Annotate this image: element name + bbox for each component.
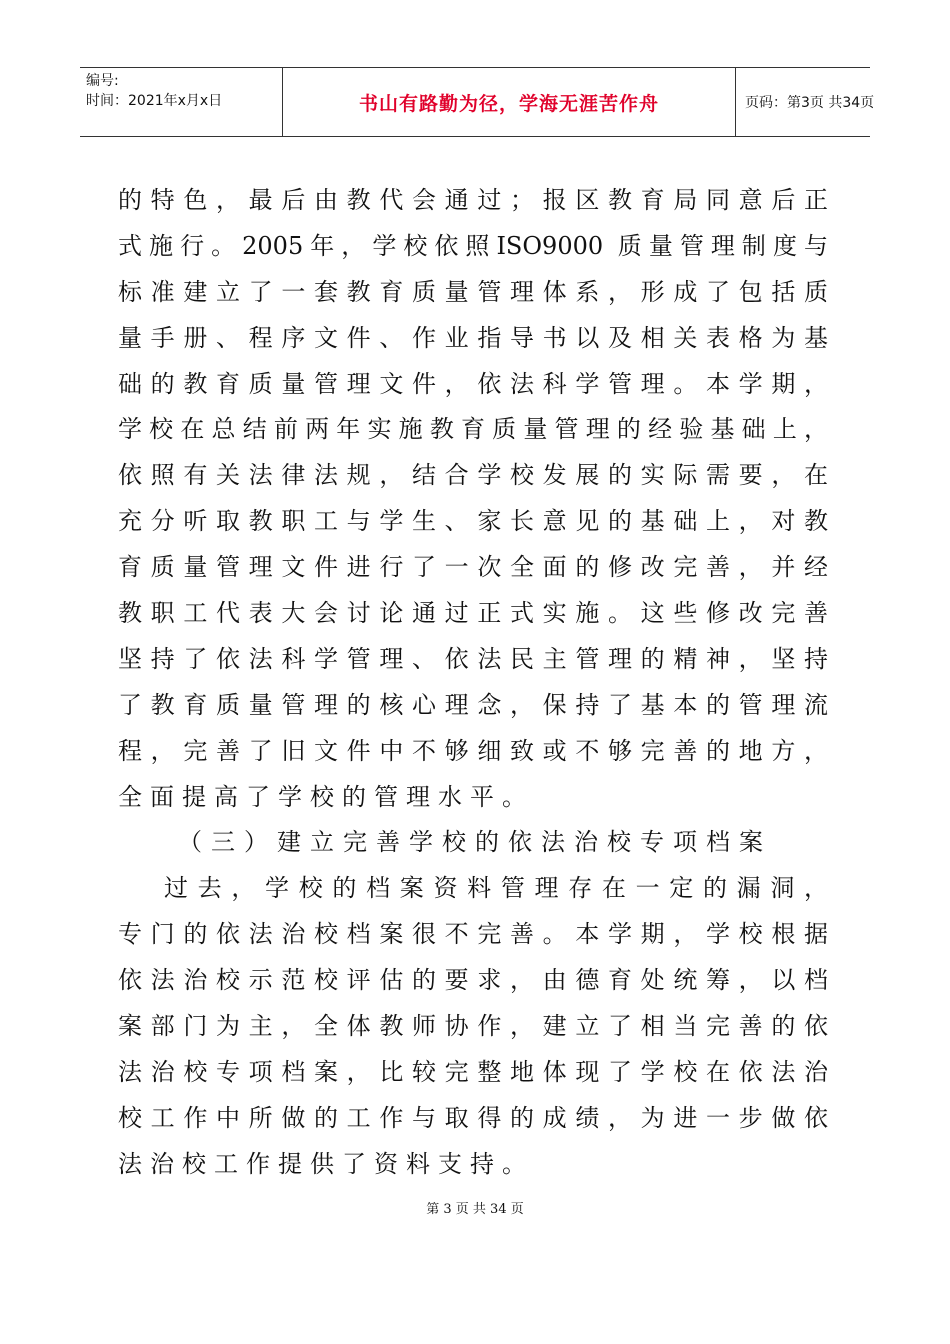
document-number-label: 编号:: [86, 73, 119, 89]
body-line: 育质量管理文件进行了一次全面的修改完善，并经: [118, 553, 828, 582]
body-line: 教职工代表大会讨论通过正式实施。这些修改完善: [118, 599, 828, 628]
body-line: 全面提高了学校的管理水平。: [118, 782, 534, 811]
body-line: 专门的依法治校档案很不完善。本学期，学校根据: [118, 920, 828, 949]
body-line: 式施行。2005年，学校依照ISO9000 质量管理制度与: [118, 231, 828, 260]
document-body: [118, 178, 828, 1188]
header-meta-cell: [80, 68, 282, 136]
body-line: 依照有关法律法规，结合学校发展的实际需要，在: [118, 461, 828, 490]
body-line: 标准建立了一套教育质量管理体系，形成了包括质: [118, 277, 828, 306]
body-line: 法治校工作提供了资料支持。: [118, 1149, 534, 1178]
body-line: 了教育质量管理的核心理念，保持了基本的管理流: [118, 690, 828, 719]
page-header: [80, 67, 875, 137]
body-line: 程，完善了旧文件中不够细致或不够完善的地方，: [118, 736, 828, 765]
section-heading: （三）建立完善学校的依法治校专项档案: [178, 828, 772, 857]
document-time-label: 时间：2021年x月x日: [86, 93, 223, 109]
page-footer: 第 3 页 共 34 页: [426, 1202, 524, 1217]
header-page-info: 页码：第3页 共34页: [745, 95, 875, 111]
body-line: 量手册、程序文件、作业指导书以及相关表格为基: [118, 323, 828, 352]
body-line: 学校在总结前两年实施教育质量管理的经验基础上，: [118, 415, 828, 444]
body-line: 依法治校示范校评估的要求，由德育处统筹，以档: [118, 966, 828, 995]
header-page-cell: [735, 68, 875, 136]
body-line: 础的教育质量管理文件，依法科学管理。本学期，: [118, 369, 828, 398]
header-motto-cell: [282, 68, 736, 136]
body-line: 的特色，最后由教代会通过；报区教育局同意后正: [118, 186, 828, 214]
body-line: 案部门为主，全体教师协作，建立了相当完善的依: [118, 1012, 828, 1041]
body-line: 法治校专项档案，比较完整地体现了学校在依法治: [118, 1057, 828, 1086]
body-line: 校工作中所做的工作与取得的成绩，为进一步做依: [118, 1103, 828, 1132]
body-line: 坚持了依法科学管理、依法民主管理的精神，坚持: [118, 644, 828, 673]
header-motto: 书山有路勤为径，学海无涯苦作舟: [358, 92, 659, 115]
body-line: 充分听取教职工与学生、家长意见的基础上，对教: [118, 507, 828, 536]
body-line: 过去，学校的档案资料管理存在一定的漏洞，: [164, 874, 828, 903]
